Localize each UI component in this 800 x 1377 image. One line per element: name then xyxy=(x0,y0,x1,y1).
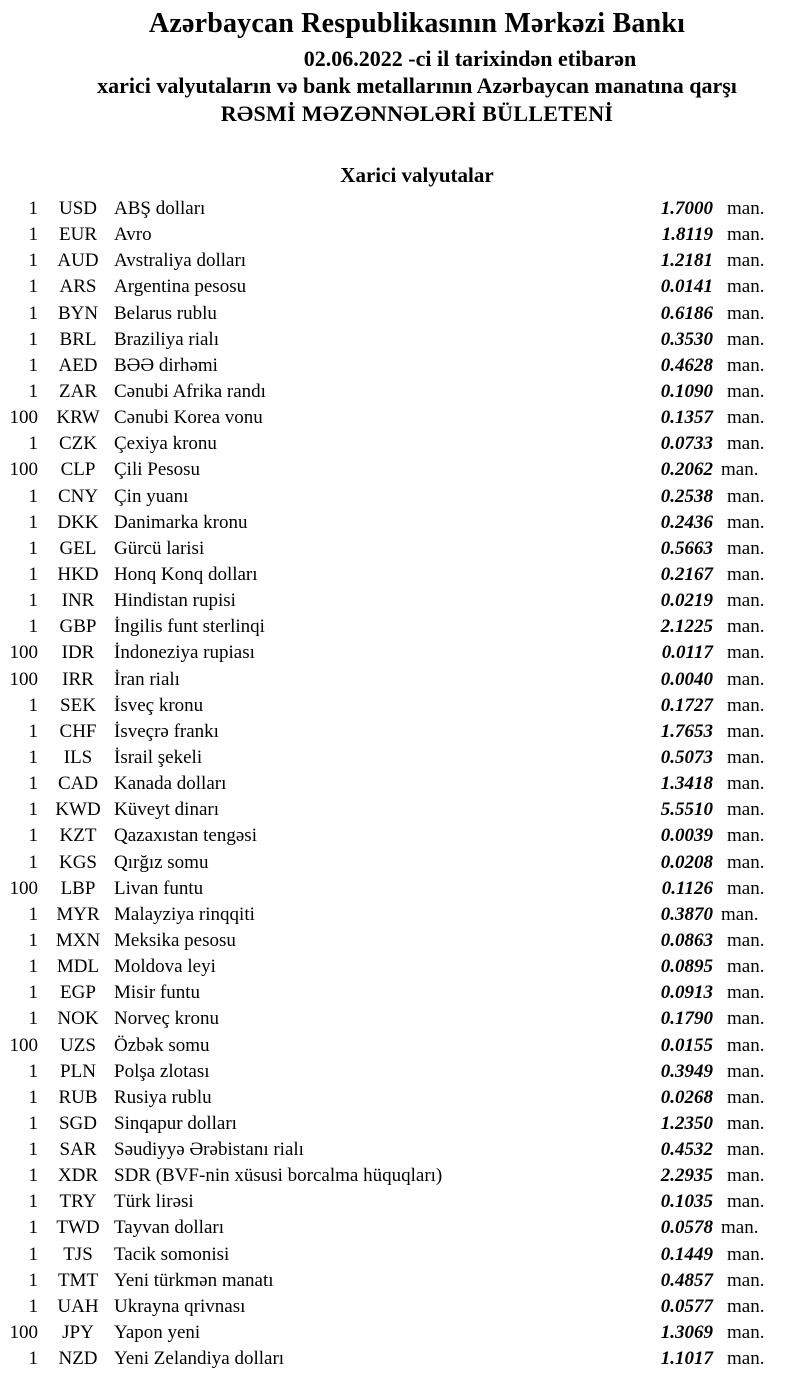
table-row xyxy=(0,954,800,980)
rate-unit: man. xyxy=(727,250,765,272)
rate-value: 1.1017 xyxy=(660,1348,713,1370)
currency-quantity: 100 xyxy=(9,668,38,690)
table-row xyxy=(0,928,800,954)
rate-value: 0.0039 xyxy=(660,825,713,847)
currency-name: Ukrayna qrivnası xyxy=(114,1295,246,1317)
rate-value: 0.2436 xyxy=(660,511,713,533)
currency-quantity: 1 xyxy=(28,773,38,795)
table-row xyxy=(0,379,800,405)
currency-name: Türk lirəsi xyxy=(114,1191,194,1213)
rate-unit: man. xyxy=(727,407,765,429)
table-row xyxy=(0,327,800,353)
table-row xyxy=(0,1163,800,1189)
rate-unit: man. xyxy=(727,563,765,585)
currency-code: HKD xyxy=(57,563,99,585)
currency-quantity: 1 xyxy=(28,929,38,951)
currency-code: INR xyxy=(61,590,95,612)
currency-name: Avstraliya dolları xyxy=(114,250,247,272)
currency-name: İsrail şekeli xyxy=(114,746,203,768)
currency-name: İsveçrə frankı xyxy=(114,720,219,742)
rate-unit: man. xyxy=(727,1086,765,1108)
rate-value: 0.0219 xyxy=(660,590,713,612)
table-row xyxy=(0,222,800,248)
table-row xyxy=(0,1215,800,1241)
table-row xyxy=(0,588,800,614)
currency-code: RUB xyxy=(58,1086,98,1108)
currency-code: TJS xyxy=(63,1243,93,1265)
currency-name: Cənubi Afrika randı xyxy=(114,380,266,402)
rate-unit: man. xyxy=(727,1322,765,1344)
currency-code: CZK xyxy=(59,433,97,455)
currency-quantity: 1 xyxy=(28,1269,38,1291)
currency-code: SAR xyxy=(59,1139,97,1161)
rate-unit: man. xyxy=(727,224,765,246)
currency-quantity: 100 xyxy=(9,407,38,429)
scope-line: xarici valyutaların və bank metallarının Azərbaycan manatına qarşı xyxy=(97,73,737,98)
rate-unit: man. xyxy=(727,328,765,350)
currency-name: Yeni türkmən manatı xyxy=(114,1269,274,1291)
table-row xyxy=(0,1242,800,1268)
currency-quantity: 1 xyxy=(28,799,38,821)
currency-code: KRW xyxy=(56,407,100,429)
rate-value: 0.2538 xyxy=(660,485,713,507)
rate-value: 2.2935 xyxy=(660,1165,713,1187)
rate-unit: man. xyxy=(727,668,765,690)
rate-unit: man. xyxy=(727,1243,765,1265)
currency-name: İngilis funt sterlinqi xyxy=(114,616,265,638)
currency-code: GEL xyxy=(59,537,97,559)
currency-quantity: 1 xyxy=(28,982,38,1004)
currency-quantity: 1 xyxy=(28,302,38,324)
currency-quantity: 1 xyxy=(28,1217,38,1239)
exchange-rates-table xyxy=(0,196,800,1372)
currency-name: Polşa zlotası xyxy=(114,1060,210,1082)
currency-code: AUD xyxy=(57,250,99,272)
table-row xyxy=(0,431,800,457)
table-row xyxy=(0,457,800,483)
currency-name: Norveç kronu xyxy=(114,1008,219,1030)
rate-value: 0.1449 xyxy=(660,1243,713,1265)
table-row xyxy=(0,771,800,797)
rate-unit: man. xyxy=(727,1191,765,1213)
currency-name: Livan funtu xyxy=(114,877,204,899)
currency-code: SEK xyxy=(60,694,96,716)
currency-quantity: 1 xyxy=(28,198,38,219)
rate-value: 0.0733 xyxy=(660,433,713,455)
rate-unit: man. xyxy=(727,694,765,716)
currency-quantity: 1 xyxy=(28,276,38,298)
rate-value: 0.3870 xyxy=(660,903,713,925)
table-row xyxy=(0,1189,800,1215)
rate-value: 2.1225 xyxy=(660,616,713,638)
rate-unit: man. xyxy=(727,1112,765,1134)
currency-name: Qazaxıstan tengəsi xyxy=(114,825,257,847)
currency-name: Avro xyxy=(114,224,152,246)
rate-unit: man. xyxy=(727,616,765,638)
rate-unit: man. xyxy=(727,956,765,978)
rate-value: 0.0863 xyxy=(660,929,713,951)
table-row xyxy=(0,196,800,222)
currency-name: Danimarka kronu xyxy=(114,511,248,533)
table-row xyxy=(0,1085,800,1111)
currency-quantity: 1 xyxy=(28,903,38,925)
table-row xyxy=(0,1320,800,1346)
bulletin-title: RƏSMİ MƏZƏNNƏLƏRİ BÜLLETENİ xyxy=(220,101,614,126)
table-row xyxy=(0,1137,800,1163)
currency-code: IDR xyxy=(61,642,95,664)
currency-code: CLP xyxy=(60,459,96,481)
rate-unit: man. xyxy=(727,720,765,742)
table-row xyxy=(0,719,800,745)
rate-unit: man. xyxy=(727,773,765,795)
currency-code: JPY xyxy=(62,1322,94,1344)
currency-code: EGP xyxy=(60,982,96,1004)
currency-quantity: 1 xyxy=(28,694,38,716)
rate-unit: man. xyxy=(727,354,765,376)
currency-quantity: 100 xyxy=(9,1322,38,1344)
currency-code: ZAR xyxy=(59,380,97,402)
table-row xyxy=(0,248,800,274)
currency-name: Malayziya rinqqiti xyxy=(114,903,255,925)
rate-value: 0.5663 xyxy=(660,537,713,559)
rate-value: 0.1790 xyxy=(660,1008,713,1030)
table-row xyxy=(0,1268,800,1294)
currency-code: CNY xyxy=(57,485,99,507)
table-row xyxy=(0,876,800,902)
currency-code: USD xyxy=(58,198,97,219)
rate-value: 1.2181 xyxy=(660,250,713,272)
rate-value: 0.1090 xyxy=(660,380,713,402)
currency-quantity: 1 xyxy=(28,511,38,533)
currency-quantity: 1 xyxy=(28,720,38,742)
currency-quantity: 1 xyxy=(28,1060,38,1082)
rate-value: 0.2167 xyxy=(660,563,713,585)
rate-unit: man. xyxy=(727,590,765,612)
currency-name: Tayvan dolları xyxy=(114,1217,224,1239)
currency-code: CHF xyxy=(59,720,97,742)
currency-name: Rusiya rublu xyxy=(114,1086,212,1108)
table-row xyxy=(0,536,800,562)
currency-quantity: 1 xyxy=(28,1112,38,1134)
table-row xyxy=(0,980,800,1006)
rate-value: 0.0913 xyxy=(660,982,713,1004)
rate-unit: man. xyxy=(721,1217,759,1239)
rate-unit: man. xyxy=(727,511,765,533)
currency-code: DKK xyxy=(57,511,99,533)
currency-code: BRL xyxy=(59,328,97,350)
currency-name: İndoneziya rupiası xyxy=(114,642,255,664)
bulletin-header xyxy=(34,6,800,128)
currency-quantity: 1 xyxy=(28,224,38,246)
currency-quantity: 1 xyxy=(28,563,38,585)
currency-code: NOK xyxy=(57,1008,99,1030)
rate-value: 0.4857 xyxy=(660,1269,713,1291)
currency-name: Küveyt dinarı xyxy=(114,799,220,821)
currency-quantity: 1 xyxy=(28,433,38,455)
currency-name: SDR (BVF-nin xüsusi borcalma hüquqları) xyxy=(114,1165,443,1187)
table-row xyxy=(0,353,800,379)
currency-name: Çili Pesosu xyxy=(114,459,201,481)
currency-name: Çexiya kronu xyxy=(114,433,217,455)
currency-name: Braziliya rialı xyxy=(114,328,219,350)
currency-name: Kanada dolları xyxy=(114,773,227,795)
currency-quantity: 1 xyxy=(28,250,38,272)
rate-unit: man. xyxy=(727,380,765,402)
rate-value: 0.2062 xyxy=(660,459,713,481)
currency-name: Tacik somonisi xyxy=(114,1243,230,1265)
rate-value: 1.7653 xyxy=(660,720,713,742)
currency-name: Belarus rublu xyxy=(114,302,217,324)
currency-name: Özbək somu xyxy=(114,1034,210,1056)
rate-value: 1.3069 xyxy=(660,1322,713,1344)
rate-unit: man. xyxy=(727,851,765,873)
rate-unit: man. xyxy=(727,929,765,951)
table-row xyxy=(0,667,800,693)
rate-value: 1.2350 xyxy=(660,1112,713,1134)
currency-code: BYN xyxy=(57,302,99,324)
currency-code: MXN xyxy=(55,929,101,951)
rate-unit: man. xyxy=(727,799,765,821)
rate-unit: man. xyxy=(727,825,765,847)
rate-unit: man. xyxy=(727,1348,765,1370)
rate-unit: man. xyxy=(727,276,765,298)
currency-code: SGD xyxy=(58,1112,97,1134)
currency-quantity: 100 xyxy=(9,459,38,481)
rate-unit: man. xyxy=(727,537,765,559)
table-row xyxy=(0,640,800,666)
table-row xyxy=(0,301,800,327)
rate-unit: man. xyxy=(727,746,765,768)
rate-value: 0.0117 xyxy=(661,642,713,664)
currency-name: Sinqapur dolları xyxy=(114,1112,237,1134)
currency-quantity: 1 xyxy=(28,746,38,768)
currency-name: Çin yuanı xyxy=(114,485,189,507)
table-row xyxy=(0,850,800,876)
currency-quantity: 1 xyxy=(28,1165,38,1187)
currency-name: Səudiyyə Ərəbistanı rialı xyxy=(114,1139,304,1161)
bank-name: Azərbaycan Respublikasının Mərkəzi Bankı xyxy=(148,8,686,39)
rate-value: 0.4532 xyxy=(660,1139,713,1161)
rate-value: 0.1035 xyxy=(660,1191,713,1213)
currency-quantity: 1 xyxy=(28,328,38,350)
currency-quantity: 1 xyxy=(28,1295,38,1317)
table-row xyxy=(0,1111,800,1137)
rate-value: 0.1727 xyxy=(660,694,713,716)
rate-value: 0.0268 xyxy=(660,1086,713,1108)
rate-unit: man. xyxy=(727,433,765,455)
currency-quantity: 1 xyxy=(28,1139,38,1161)
rate-value: 1.3418 xyxy=(660,773,713,795)
currency-quantity: 1 xyxy=(28,956,38,978)
rate-value: 0.0577 xyxy=(660,1295,713,1317)
rate-value: 0.6186 xyxy=(660,302,713,324)
currency-quantity: 1 xyxy=(28,537,38,559)
currency-code: TWD xyxy=(56,1217,100,1239)
currency-quantity: 100 xyxy=(9,1034,38,1056)
currency-name: Meksika pesosu xyxy=(114,929,236,951)
currency-quantity: 1 xyxy=(28,616,38,638)
currency-name: Argentina pesosu xyxy=(114,276,247,298)
rate-value: 0.4628 xyxy=(660,354,713,376)
rate-unit: man. xyxy=(727,1269,765,1291)
table-row xyxy=(0,614,800,640)
currency-name: İran rialı xyxy=(114,668,180,690)
currency-quantity: 1 xyxy=(28,1243,38,1265)
table-row xyxy=(0,797,800,823)
currency-code: PLN xyxy=(60,1060,96,1082)
currency-code: MYR xyxy=(56,903,100,925)
table-row xyxy=(0,745,800,771)
currency-code: TRY xyxy=(59,1191,97,1213)
rate-unit: man. xyxy=(721,903,759,925)
rate-unit: man. xyxy=(727,877,765,899)
currency-quantity: 1 xyxy=(28,1086,38,1108)
currency-name: Cənubi Korea vonu xyxy=(114,407,263,429)
currency-quantity: 1 xyxy=(28,825,38,847)
section-title-foreign-currencies: Xarici valyutalar xyxy=(340,163,494,187)
currency-quantity: 1 xyxy=(28,851,38,873)
rate-value: 0.0141 xyxy=(660,276,713,298)
rate-unit: man. xyxy=(727,1034,765,1056)
rate-value: 5.5510 xyxy=(660,799,713,821)
table-row xyxy=(0,693,800,719)
currency-quantity: 100 xyxy=(9,642,38,664)
rate-value: 1.7000 xyxy=(660,198,713,219)
rate-unit: man. xyxy=(727,1060,765,1082)
table-row xyxy=(0,1006,800,1032)
rate-unit: man. xyxy=(727,198,765,219)
currency-quantity: 1 xyxy=(28,1348,38,1370)
currency-code: ILS xyxy=(63,746,93,768)
table-row xyxy=(0,274,800,300)
currency-quantity: 1 xyxy=(28,354,38,376)
currency-name: Misir funtu xyxy=(114,982,201,1004)
table-row xyxy=(0,405,800,431)
rate-unit: man. xyxy=(721,459,759,481)
rate-value: 0.3949 xyxy=(660,1060,713,1082)
currency-name: Hindistan rupisi xyxy=(114,590,236,612)
rate-value: 0.0155 xyxy=(660,1034,713,1056)
rate-value: 0.0208 xyxy=(660,851,713,873)
currency-name: Moldova leyi xyxy=(114,956,216,978)
currency-code: XDR xyxy=(57,1165,99,1187)
currency-code: EUR xyxy=(59,224,97,246)
currency-code: KWD xyxy=(55,799,101,821)
rate-unit: man. xyxy=(727,302,765,324)
currency-code: ARS xyxy=(59,276,97,298)
rate-value: 0.5073 xyxy=(660,746,713,768)
table-row xyxy=(0,1346,800,1372)
currency-quantity: 100 xyxy=(9,877,38,899)
table-row xyxy=(0,823,800,849)
currency-code: GBP xyxy=(59,616,97,638)
currency-name: Yeni Zelandiya dolları xyxy=(114,1348,285,1370)
rate-unit: man. xyxy=(727,642,765,664)
currency-quantity: 1 xyxy=(28,380,38,402)
rate-value: 0.0895 xyxy=(660,956,713,978)
currency-code: NZD xyxy=(58,1348,98,1370)
rate-unit: man. xyxy=(727,1008,765,1030)
rate-unit: man. xyxy=(727,1165,765,1187)
table-row xyxy=(0,484,800,510)
currency-name: Qırğız somu xyxy=(114,851,209,873)
currency-code: AED xyxy=(58,354,98,376)
table-row xyxy=(0,562,800,588)
currency-code: UZS xyxy=(60,1034,96,1056)
table-row xyxy=(0,1059,800,1085)
rate-value: 0.1357 xyxy=(660,407,713,429)
currency-code: MDL xyxy=(56,956,100,978)
rate-unit: man. xyxy=(727,1139,765,1161)
rate-unit: man. xyxy=(727,1295,765,1317)
currency-code: IRR xyxy=(62,668,94,690)
currency-quantity: 1 xyxy=(28,485,38,507)
currency-code: KGS xyxy=(58,851,97,873)
currency-code: TMT xyxy=(57,1269,99,1291)
currency-code: LBP xyxy=(60,877,96,899)
rate-value: 1.8119 xyxy=(661,224,713,246)
currency-name: Honq Konq dolları xyxy=(114,563,258,585)
currency-quantity: 1 xyxy=(28,590,38,612)
rate-value: 0.3530 xyxy=(660,328,713,350)
currency-name: ABŞ dolları xyxy=(114,198,206,219)
currency-quantity: 1 xyxy=(28,1008,38,1030)
currency-quantity: 1 xyxy=(28,1191,38,1213)
currency-name: BƏƏ dirhəmi xyxy=(114,354,218,376)
currency-code: CAD xyxy=(57,773,99,795)
rate-unit: man. xyxy=(727,982,765,1004)
currency-code: KZT xyxy=(59,825,97,847)
effective-date-line: 02.06.2022 -ci il tarixindən etibarən xyxy=(303,46,637,71)
table-row xyxy=(0,1294,800,1320)
currency-code: UAH xyxy=(57,1295,99,1317)
rate-unit: man. xyxy=(727,485,765,507)
currency-name: Gürcü larisi xyxy=(114,537,205,559)
rate-value: 0.1126 xyxy=(661,877,713,899)
table-row xyxy=(0,902,800,928)
rate-value: 0.0578 xyxy=(660,1217,713,1239)
rate-value: 0.0040 xyxy=(660,668,713,690)
currency-name: Yapon yeni xyxy=(114,1322,201,1344)
table-row xyxy=(0,510,800,536)
table-row xyxy=(0,1033,800,1059)
currency-name: İsveç kronu xyxy=(114,694,204,716)
